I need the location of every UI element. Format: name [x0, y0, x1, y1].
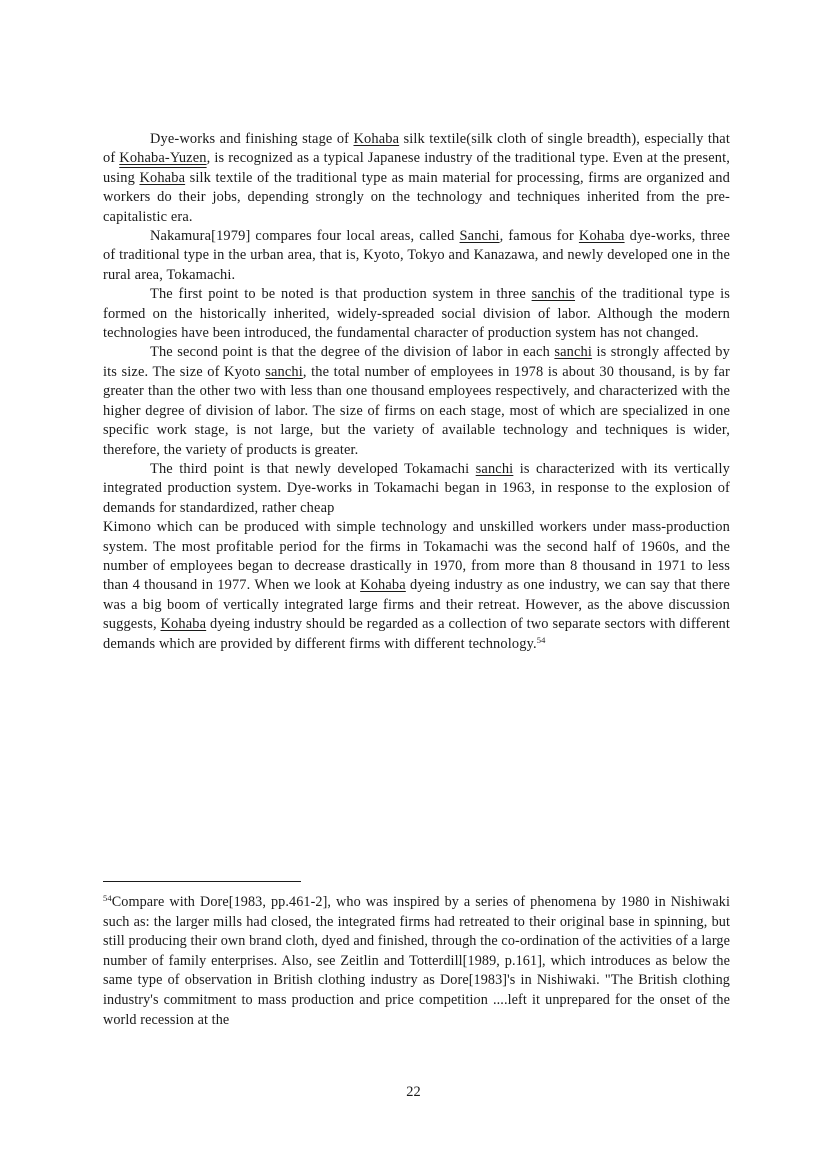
footnote-separator: [103, 881, 301, 882]
term-kohaba: Kohaba: [160, 616, 207, 633]
paragraph-1: Dye-works and finishing stage of Kohaba silk textile(silk cloth of single breadth), especially that of Kohaba-Yuzen, is recognized as a typical Japanese industry of the traditional type. Even at the present, using Kohaba silk textile of the traditional type as main material for processing, firms are organized and workers do their jobs, depending strongly on the technology and techniques inherited from the pre-capitalistic era.: [103, 131, 730, 225]
paragraph-5: The third point is that newly developed Tokamachi sanchi is characterized with its vertically integrated production system. Dye-works in Tokamachi began in 1963, in response to the explosion of demands for standardized, rather cheap: [103, 460, 730, 516]
paragraph-6: Kimono which can be produced with simple technology and unskilled workers under mass-production system. The most profitable period for the firms in Tokamachi was the second half of 1960s, and the number of employees began to decrease drastically in 1970, from more than 8 thousand in 1971 to less than 4 thousand in 1977. When we look at Kohaba dyeing industry as one industry, we can say that there was a big boom of vertically integrated large firms and their retreat. However, as the above discussion suggests, Kohaba dyeing industry should be regarded as a collection of two separate sectors with different demands which are provided by different firms with different technology.$^{54}$: [103, 519, 730, 652]
footnote-reference: 54: [536, 634, 546, 645]
term-sanchi: sanchi: [475, 460, 514, 477]
paragraph-2: Nakamura[1979] compares four local areas, called Sanchi, famous for Kohaba dye-works, three of traditional type in the urban area, that is, Kyoto, Tokyo and Kanazawa, and newly developed one in the rural area, Tokamachi.: [103, 228, 730, 283]
term-kohaba: Kohaba: [578, 228, 625, 245]
paragraph-3: The first point to be noted is that production system in three sanchis of the traditional type is formed on the historically inherited, widely-spreaded social division of labor. Although the modern technologies have been introduced, the fundamental character of production system has not changed.: [103, 286, 731, 342]
page-number: 22: [406, 1084, 421, 1100]
term-kohaba: Kohaba: [139, 169, 186, 186]
term-kohaba-yuzen: Kohaba-Yuzen: [119, 150, 207, 167]
term-sanchi: Sanchi: [459, 228, 500, 245]
term-kohaba: Kohaba: [353, 131, 400, 147]
term-sanchi: sanchi: [265, 363, 303, 380]
footnote: [103, 893, 730, 1030]
paragraph-4: The second point is that the degree of the division of labor in each sanchi is strongly affected by its size. The size of Kyoto sanchi, the total number of employees in 1978 is about 30 thousand, is by far greater than the other two with less than one thousand employees respectively, and characterized with the higher degree of division of labor. The size of firms on each stage, most of which are specialized in one specific work stage, is not large, but the variety of available technology and techniques is wider, therefore, the variety of products is greater.: [103, 344, 730, 458]
term-kohaba: Kohaba: [360, 577, 406, 594]
term-sanchis: sanchis: [531, 286, 576, 303]
footnote-text: Compare with Dore[1983, pp.461-2], who was inspired by a series of phenomena by 1980 in Nishiwaki such as: the larger mills had closed, the integrated firms had retreated to their original base in spinning, but still producing their own brand cloth, dyed and finished, through the co-ordination of the activities of a large number of family enterprises. Also, see Zeitlin and Totterdill[1989, p.161], which introduces as below the same type of observation in British clothing industry as Dore[1983]'s in Nishiwaki. "The British clothing industry's commitment to mass production and price competition ....left it unprepared for the onset of the world recession at the: [103, 894, 730, 1028]
term-sanchi: sanchi: [554, 344, 593, 361]
body-text: [103, 130, 730, 654]
footnote-marker: 54: [103, 893, 112, 903]
